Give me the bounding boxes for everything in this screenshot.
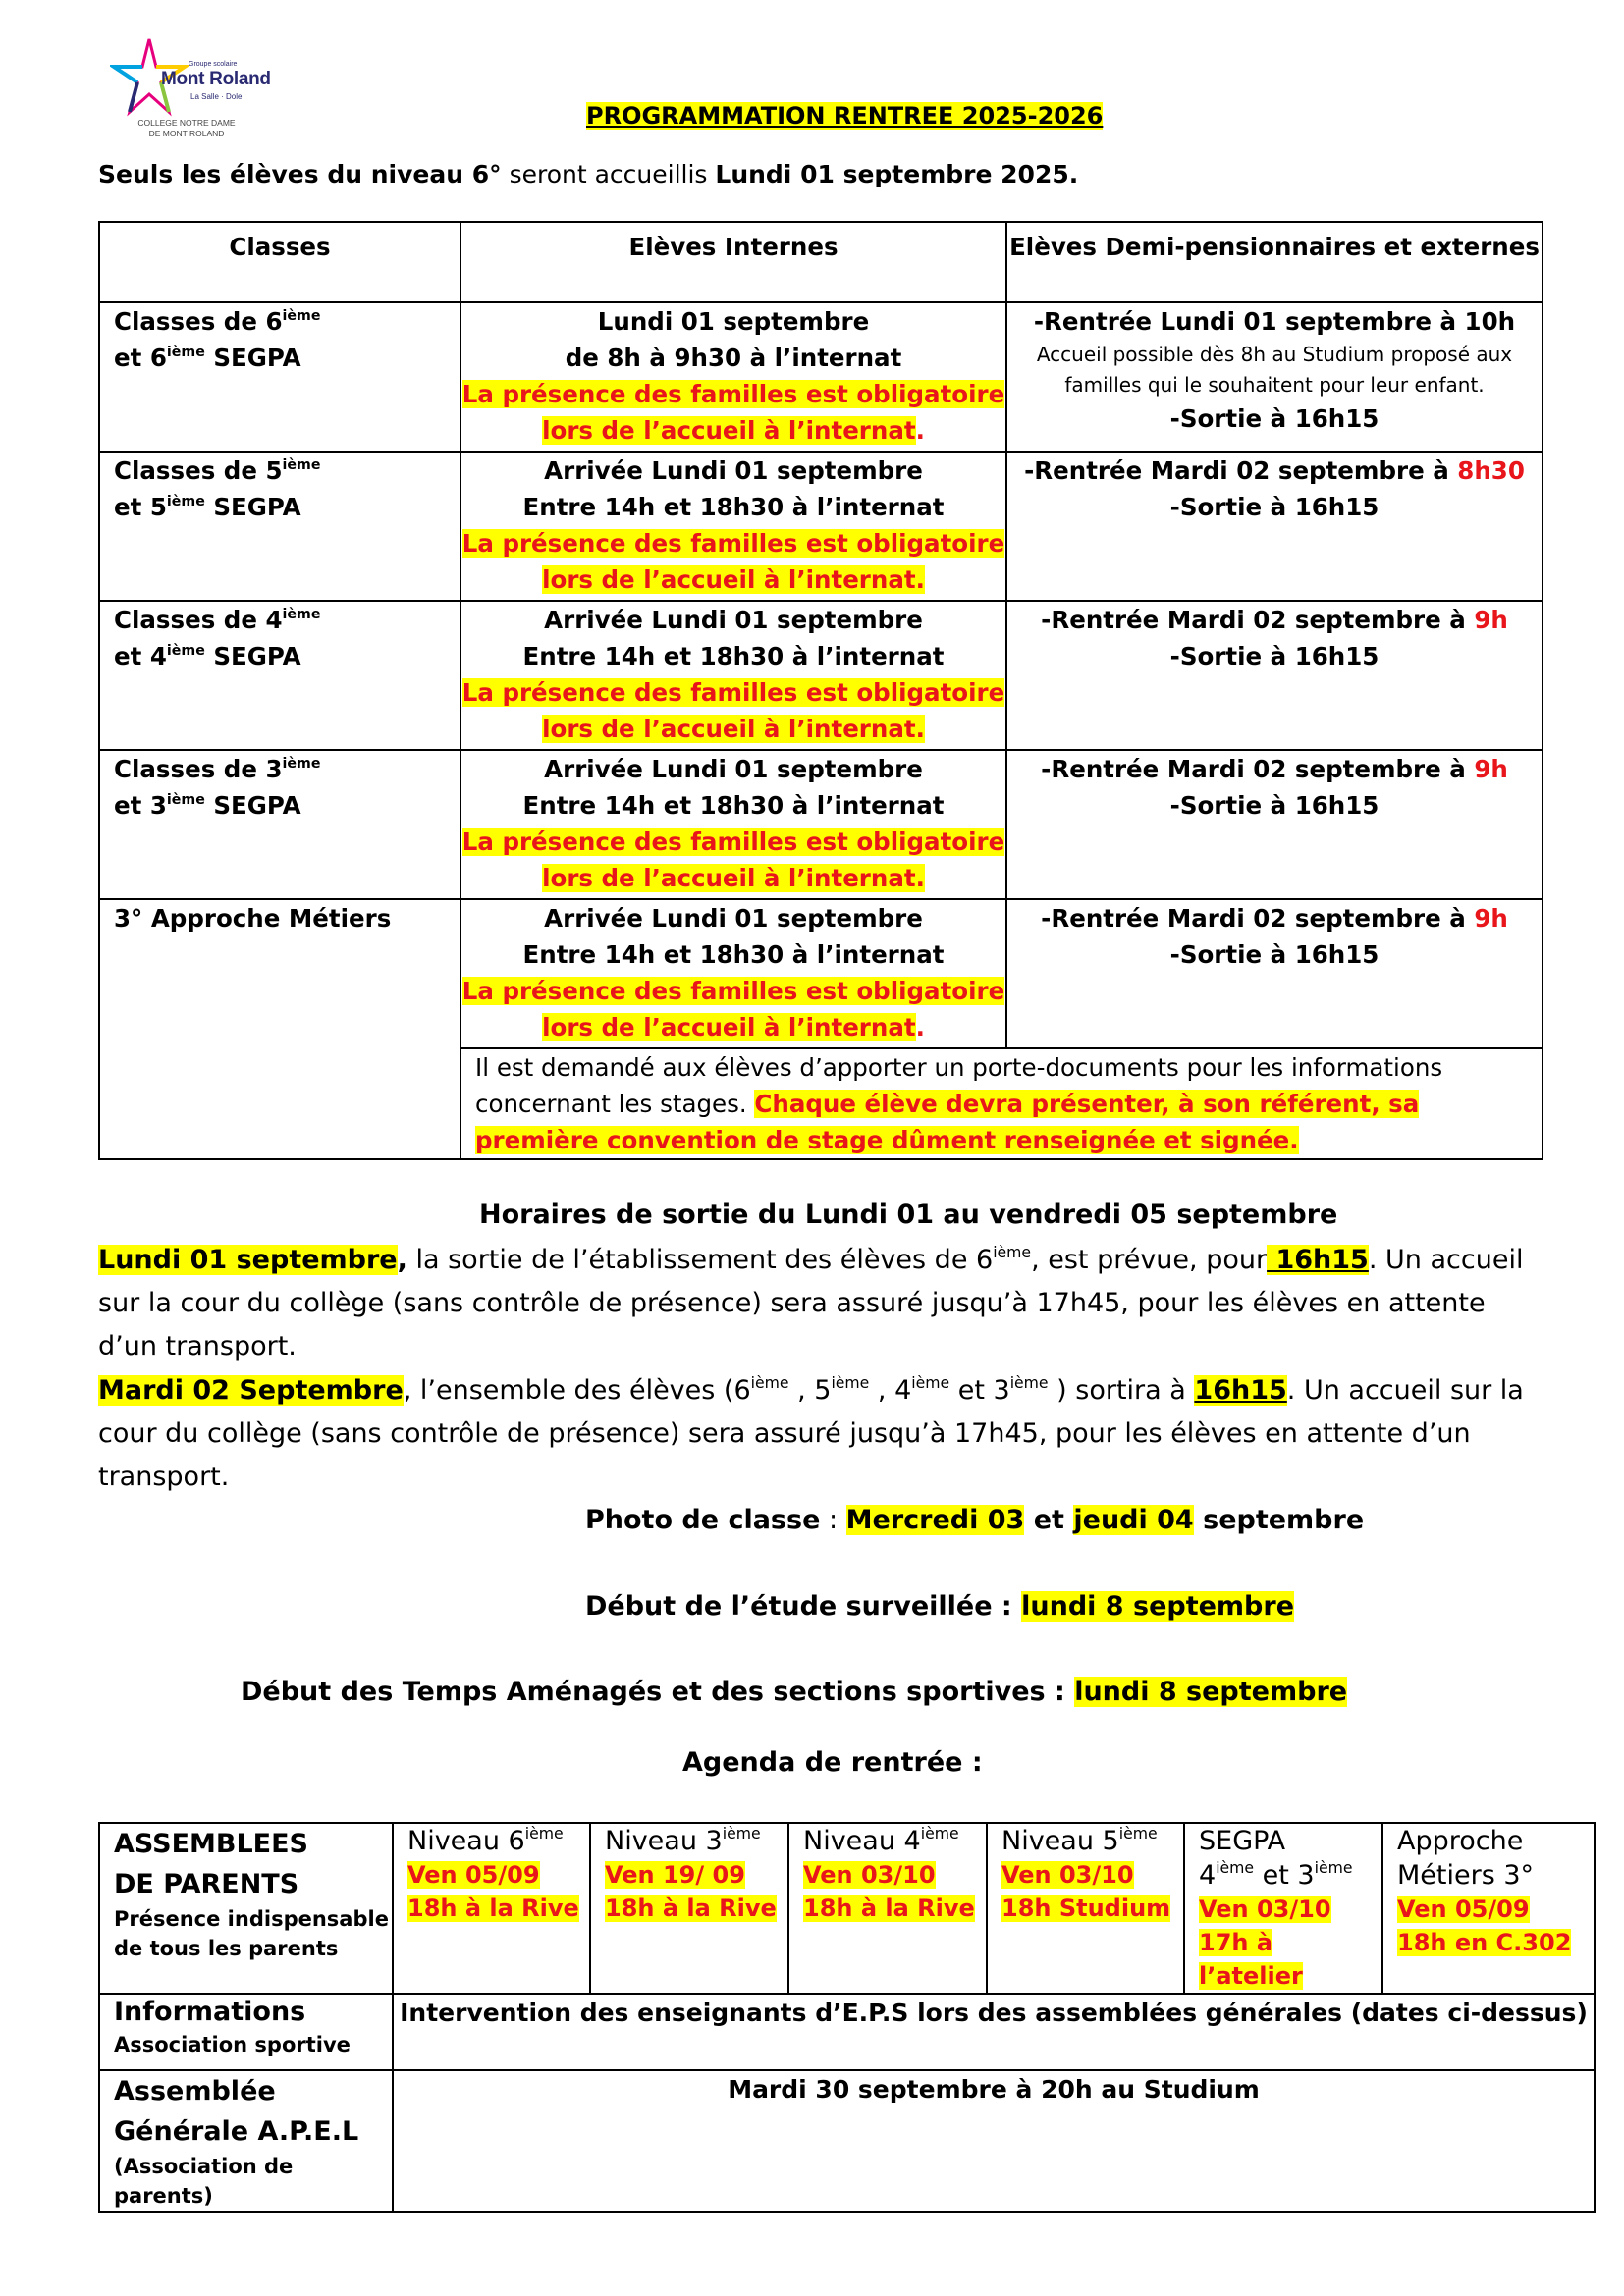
apel-text: Mardi 30 septembre à 20h au Studium (393, 2070, 1595, 2212)
class-cell: Classes de 3ième et 3ième SEGPA (99, 750, 460, 899)
agenda-row-informations (99, 1994, 1595, 2070)
demi-pension-cell: -Rentrée Mardi 02 septembre à 9h -Sortie à 16h15 (1006, 750, 1543, 899)
assemblees-label-cell: ASSEMBLEES DE PARENTS Présence indispensable de tous les parents (99, 1823, 393, 1994)
school-logo (110, 37, 271, 150)
level-cell-4: Niveau 4ième Ven 03/10 18h à la Rive (788, 1823, 987, 1994)
table-row (99, 452, 1543, 601)
internes-cell: Arrivée Lundi 01 septembre Entre 14h et 18h30 à l’internat La présence des familles est obligatoire lors de l’accueil à l’internat. (460, 452, 1006, 601)
photo-line: Photo de classe : Mercredi 03 et jeudi 04 septembre (585, 1505, 1365, 1535)
level-cell-segpa: SEGPA 4ième et 3ième Ven 03/10 17h à l’atelier (1184, 1823, 1382, 1994)
table-row (99, 750, 1543, 899)
level-cell-approche: Approche Métiers 3° Ven 05/09 18h en C.302 (1382, 1823, 1595, 1994)
agenda-row-apel (99, 2070, 1595, 2212)
header-internes: Elèves Internes (460, 222, 1006, 302)
agenda-title: Agenda de rentrée : (682, 1747, 983, 1778)
agenda-row-assemblees (99, 1823, 1595, 1994)
table-row (99, 302, 1543, 452)
temps-amenages-line: Début des Temps Aménagés et des sections sportives : lundi 8 septembre (241, 1677, 1348, 1707)
internes-cell: Lundi 01 septembre de 8h à 9h30 à l’internat La présence des familles est obligatoire lors de l’accueil à l’internat. (460, 302, 1006, 452)
logo-college: COLLEGE NOTRE DAME DE MONT ROLAND (137, 118, 236, 138)
rentree-table (98, 221, 1543, 1160)
horaires-lundi-paragraph: Lundi 01 septembre, la sortie de l’établissement des élèves de 6ième, est prévue, pour 16h15. Un accueil sur la cour du collège (sans contrôle de présence) sera assuré jusqu’à 17h45, pour les élèves en attente d’un transport. (98, 1243, 1524, 1362)
table-header-row (99, 222, 1543, 302)
header-demi-pensionnaires: Elèves Demi-pensionnaires et externes (1006, 222, 1543, 302)
table-row (99, 601, 1543, 750)
internes-cell: Arrivée Lundi 01 septembre Entre 14h et 18h30 à l’internat La présence des familles est obligatoire lors de l’accueil à l’internat. (460, 750, 1006, 899)
class-cell: Classes de 6ième et 6ième SEGPA (99, 302, 460, 452)
table-row (99, 899, 1543, 1048)
etude-line: Début de l’étude surveillée : lundi 8 septembre (585, 1591, 1295, 1622)
demi-pension-cell: -Rentrée Mardi 02 septembre à 9h -Sortie à 16h15 (1006, 899, 1543, 1048)
demi-pension-cell: -Rentrée Mardi 02 septembre à 9h -Sortie à 16h15 (1006, 601, 1543, 750)
page-title: PROGRAMMATION RENTREE 2025-2026 (586, 102, 1104, 130)
horaires-title: Horaires de sortie du Lundi 01 au vendredi 05 septembre (479, 1200, 1338, 1230)
demi-pension-cell: -Rentrée Mardi 02 septembre à 8h30 -Sortie à 16h15 (1006, 452, 1543, 601)
internes-cell: Arrivée Lundi 01 septembre Entre 14h et 18h30 à l’internat La présence des familles est obligatoire lors de l’accueil à l’internat. (460, 601, 1006, 750)
apel-label-cell: Assemblée Générale A.P.E.L (Association de parents) (99, 2070, 393, 2212)
header-classes: Classes (99, 222, 460, 302)
class-cell: Classes de 4ième et 4ième SEGPA (99, 601, 460, 750)
class-cell: 3° Approche Métiers (99, 899, 460, 1159)
logo-group: Groupe scolaire (189, 61, 238, 68)
stage-note: Il est demandé aux élèves d’apporter un porte-documents pour les informations concernant les stages. Chaque élève devra présenter, à son référent, sa première convention de stage dûment renseignée et signée. (460, 1048, 1543, 1159)
informations-label-cell: Informations Association sportive (99, 1994, 393, 2070)
intro-line: Seuls les élèves du niveau 6° seront accueillis Lundi 01 septembre 2025. (98, 160, 1079, 188)
class-cell: Classes de 5ième et 5ième SEGPA (99, 452, 460, 601)
horaires-mardi-paragraph: Mardi 02 Septembre, l’ensemble des élèves (6ième , 5ième , 4ième et 3ième ) sortira à 16h15. Un accueil sur la cour du collège (sans contrôle de présence) sera assuré jusqu’à 17h45, pour les élèves en attente d’un transport. (98, 1373, 1524, 1492)
logo-sub: La Salle · Dole (190, 92, 243, 101)
agenda-table (98, 1822, 1596, 2213)
level-cell-6: Niveau 6ième Ven 05/09 18h à la Rive (393, 1823, 590, 1994)
level-cell-3: Niveau 3ième Ven 19/ 09 18h à la Rive (590, 1823, 788, 1994)
logo-brand: Mont Roland (161, 69, 271, 89)
level-cell-5: Niveau 5ième Ven 03/10 18h Studium (987, 1823, 1184, 1994)
internes-cell: Arrivée Lundi 01 septembre Entre 14h et 18h30 à l’internat La présence des familles est obligatoire lors de l’accueil à l’internat. (460, 899, 1006, 1048)
informations-text: Intervention des enseignants d’E.P.S lors des assemblées générales (dates ci-dessus) (393, 1994, 1595, 2070)
demi-pension-cell: -Rentrée Lundi 01 septembre à 10h Accueil possible dès 8h au Studium proposé aux familles qui le souhaitent pour leur enfant. -Sortie à 16h15 (1006, 302, 1543, 452)
